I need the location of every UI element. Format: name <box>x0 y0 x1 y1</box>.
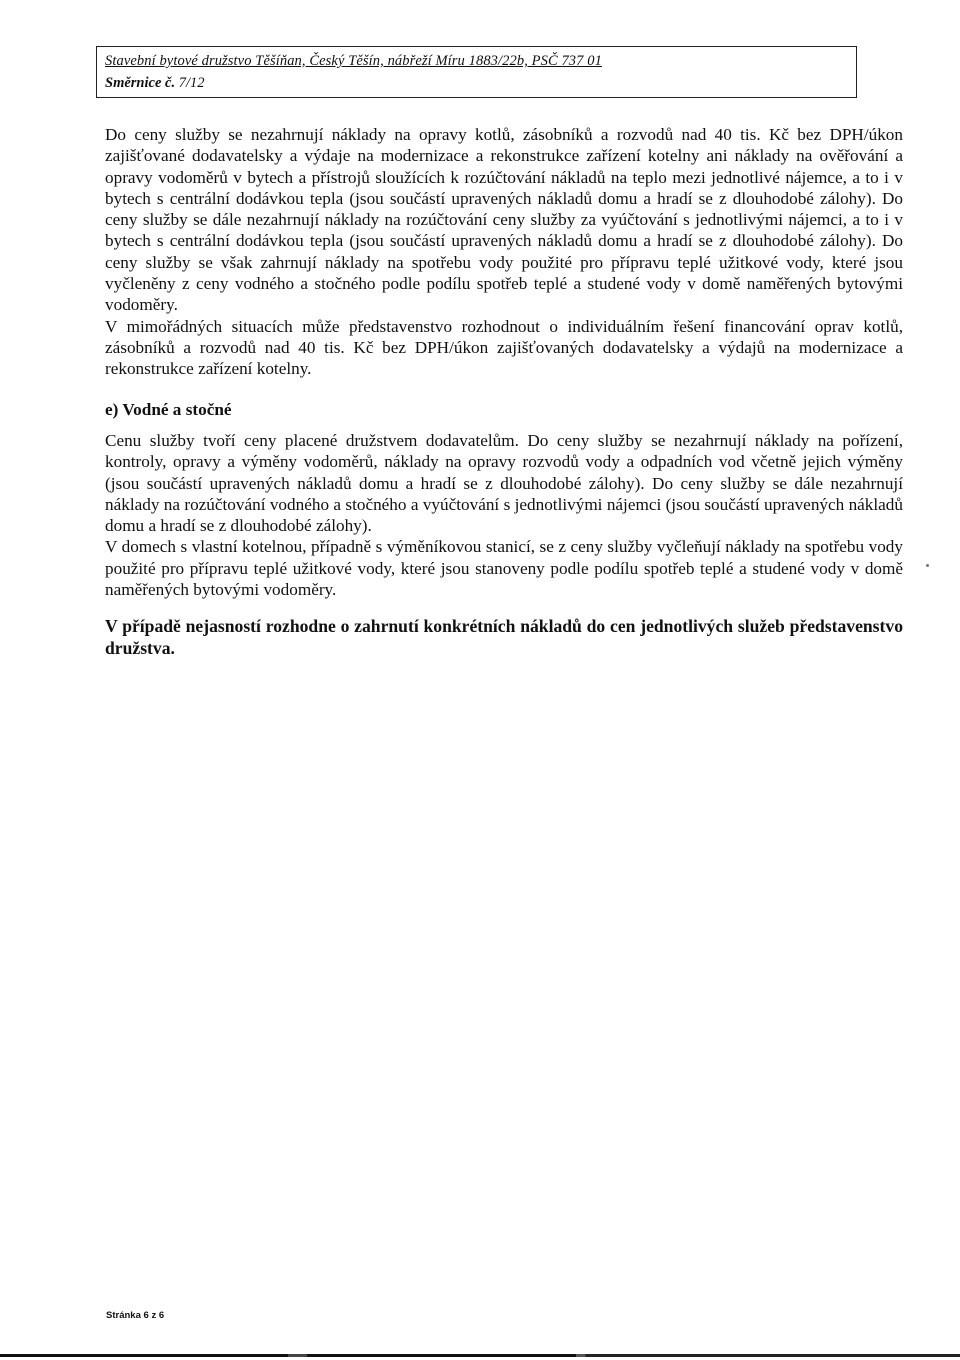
section-e-paragraph-2: V domech s vlastní kotelnou, případně s výměníkovou stanicí, se z ceny služby vyčleňují náklady na spotřebu vody použité pro přípravu teplé užitkové vody, které jsou stanoveny podle podílu spotřeb teplé a studené vody v domě naměřených bytovými vodoměry. <box>105 537 903 600</box>
page-current: 6 <box>143 1310 149 1321</box>
page-footer <box>106 1310 164 1321</box>
page-total: 6 <box>158 1310 165 1321</box>
directive-value: 7/12 <box>175 75 205 91</box>
closing-note: V případě nejasností rozhodne o zahrnutí konkrétních nákladů do cen jednotlivých služeb představenstvo družstva. <box>105 616 903 658</box>
section-e-body <box>105 430 903 600</box>
section-e-paragraph-1: Cenu služby tvoří ceny placené družstvem dodavatelům. Do ceny služby se nezahrnují náklady na pořízení, kontroly, opravy a výměny vodoměrů, náklady na opravy rozvodů vody a odpadních vod včetně jejich výměny (jsou součástí upravených nákladů domu a hradí se z dlouhodobé zálohy). Do ceny služby se dále nezahrnují náklady na rozúčtování vodného a stočného a vyúčtování s jednotlivými nájemci (jsou součástí upravených nákladů domu a hradí se z dlouhodobé zálohy). <box>105 431 903 536</box>
scan-speck <box>926 564 929 567</box>
directive-label: Směrnice č. <box>105 75 176 91</box>
section-d-body <box>105 124 903 380</box>
page-label: Stránka <box>106 1310 141 1321</box>
section-d-paragraph-2: V mimořádných situacích může představenstvo rozhodnout o individuálním řešení financování oprav kotlů, zásobníků a rozvodů nad 40 tis. Kč bez DPH/úkon zajišťovaných dodavatelsky a výdajů na modernizace a rekonstrukce zařízení kotelny. <box>105 316 903 379</box>
section-d-paragraph-1: Do ceny služby se nezahrnují náklady na opravy kotlů, zásobníků a rozvodů nad 40 tis. Kč bez DPH/úkon zajišťované dodavatelsky a výdaje na modernizace a rekonstrukce zařízení kotelny ani náklady na ověřování a opravy vodoměrů v bytech a přístrojů sloužících k rozúčtování nákladů na teplo mezi jednotlivé nájemce, a to i v bytech s centrální dodávkou tepla (jsou součástí upravených nákladů domu a hradí se z dlouhodobé zálohy). Do ceny služby se dále nezahrnují náklady na rozúčtování ceny služby za vyúčtování s jednotlivými nájemci, a to i v bytech s centrální dodávkou tepla (jsou součástí upravených nákladů domu a hradí se z dlouhodobé zálohy). Do ceny služby se však zahrnují náklady na spotřebu vody použité pro přípravu teplé užitkové vody, které jsou vyčleněny z ceny vodného a stočného podle podílu spotřeb teplé a studené vody v domě naměřených bytovými vodoměry. <box>105 125 903 315</box>
scan-edge <box>0 1354 960 1357</box>
directive-number <box>105 75 204 92</box>
organization-address: Stavební bytové družstvo Těšíňan, Český Těšín, nábřeží Míru 1883/22b, PSČ 737 01 <box>105 53 602 69</box>
document-header <box>96 46 857 98</box>
section-e-heading: e) Vodné a stočné <box>105 400 232 419</box>
page-separator: z <box>151 1310 157 1321</box>
